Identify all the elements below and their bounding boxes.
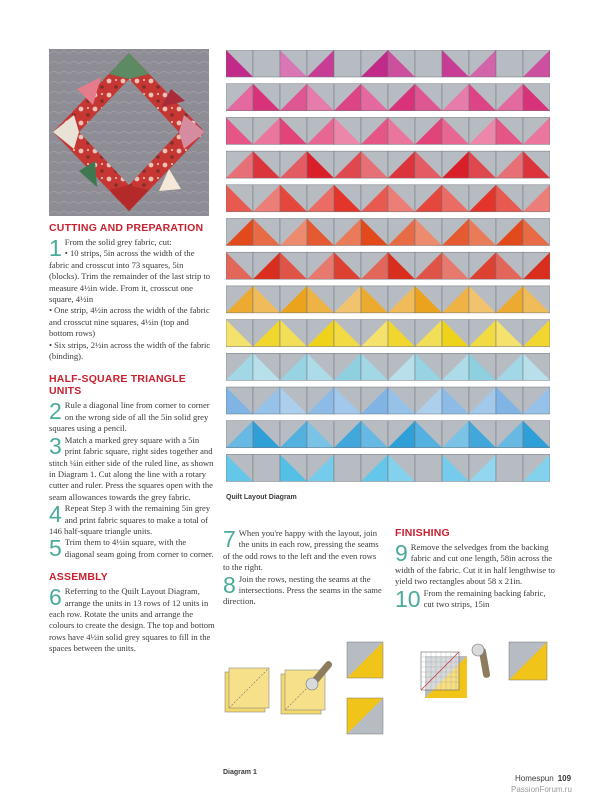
quilt-unit xyxy=(307,84,334,111)
quilt-unit xyxy=(496,320,523,347)
quilt-unit xyxy=(442,286,469,313)
step-number: 3 xyxy=(49,432,62,459)
quilt-unit xyxy=(334,320,361,347)
quilt-unit xyxy=(361,320,388,347)
quilt-unit xyxy=(334,252,361,279)
quilt-unit xyxy=(496,387,523,414)
quilt-unit xyxy=(361,84,388,111)
quilt-unit xyxy=(334,387,361,414)
step-text: Referring to the Quilt Layout Diagram, arrange the units in 13 rows of 12 units in each row. Rotate the units and arrange the colours to create the design. The top and bottom rows have 4½in solid grey squares to fill in the spaces between the units. xyxy=(49,586,215,654)
quilt-unit xyxy=(226,454,253,481)
diagram-1-caption: Diagram 1 xyxy=(223,769,257,776)
quilt-unit xyxy=(280,320,307,347)
quilt-unit xyxy=(253,320,280,347)
watermark: PassionForum.ru xyxy=(511,785,572,794)
quilt-unit xyxy=(415,219,442,246)
quilt-unit xyxy=(388,219,415,246)
quilt-unit xyxy=(523,387,550,414)
step-5 xyxy=(49,537,215,560)
step-3 xyxy=(49,432,215,503)
quilt-unit xyxy=(388,117,415,144)
quilt-unit xyxy=(334,117,361,144)
quilt-unit xyxy=(469,84,496,111)
quilt-unit xyxy=(280,286,307,313)
quilt-unit xyxy=(442,151,469,178)
quilt-unit xyxy=(361,252,388,279)
quilt-unit xyxy=(226,117,253,144)
quilt-unit xyxy=(307,286,334,313)
cutting-squares xyxy=(281,660,333,714)
quilt-unit xyxy=(307,117,334,144)
hst-units xyxy=(347,642,383,734)
quilt-unit xyxy=(334,219,361,246)
quilt-unit xyxy=(442,84,469,111)
quilt-layout-diagram xyxy=(226,50,550,488)
quilt-unit xyxy=(253,50,280,77)
quilt-unit xyxy=(523,219,550,246)
diagram-1-illustration xyxy=(223,638,553,756)
step-number: 7 xyxy=(223,526,236,552)
quilt-unit xyxy=(442,50,469,77)
quilt-unit xyxy=(523,117,550,144)
step-4 xyxy=(49,503,215,537)
quilt-unit xyxy=(442,117,469,144)
quilt-unit xyxy=(226,320,253,347)
quilt-unit xyxy=(253,286,280,313)
quilt-unit xyxy=(442,454,469,481)
quilt-unit xyxy=(442,353,469,380)
quilt-unit xyxy=(469,320,496,347)
quilt-unit xyxy=(280,185,307,212)
quilt-unit xyxy=(388,353,415,380)
quilt-unit xyxy=(388,252,415,279)
bullet-item: • 10 strips, 5in across the width of the fabric and crosscut into 73 squares, 5in (blocks). Trim the remainder of the last strip to measure 4½in wide. From it, crosscut one square, 4½in xyxy=(49,248,211,305)
quilt-unit xyxy=(307,185,334,212)
quilt-unit xyxy=(415,320,442,347)
quilt-unit xyxy=(226,353,253,380)
quilt-unit xyxy=(226,151,253,178)
quilt-unit xyxy=(253,252,280,279)
quilt-unit xyxy=(334,50,361,77)
quilt-unit xyxy=(361,421,388,448)
quilt-unit xyxy=(307,50,334,77)
step-number: 8 xyxy=(223,571,236,598)
step-text: From the solid grey fabric, cut: xyxy=(64,237,172,247)
step-text: Join the rows, nesting the seams at the intersections. Press the seams in the same direction. xyxy=(223,573,382,607)
quilt-unit xyxy=(469,151,496,178)
quilt-unit xyxy=(280,252,307,279)
quilt-unit xyxy=(361,185,388,212)
quilt-unit xyxy=(523,84,550,111)
quilt-unit xyxy=(469,219,496,246)
quilt-unit xyxy=(226,219,253,246)
step-text: Match a marked grey square with a 5in print fabric square, right sides together and stitch ¼in either side of the ruled line, as shown in Diagram 1. Cut along the line with a rotary cutter and ruler. Press the squares open with the seam allowances towards the grey fabric. xyxy=(49,434,214,502)
quilt-unit xyxy=(334,286,361,313)
quilt-unit xyxy=(469,454,496,481)
step-text: From the remaining backing fabric, cut two strips, 15in xyxy=(423,587,546,610)
quilt-unit xyxy=(226,387,253,414)
quilt-unit xyxy=(388,421,415,448)
quilt-unit xyxy=(523,185,550,212)
quilt-unit xyxy=(523,353,550,380)
quilt-unit xyxy=(523,421,550,448)
quilt-unit xyxy=(280,50,307,77)
quilt-unit xyxy=(415,421,442,448)
quilt-unit xyxy=(226,185,253,212)
quilt-unit xyxy=(334,84,361,111)
heading-cutting: CUTTING AND PREPARATION xyxy=(49,222,204,234)
quilt-unit xyxy=(496,421,523,448)
step-number: 4 xyxy=(49,501,62,528)
quilt-unit xyxy=(415,252,442,279)
page-footer xyxy=(515,774,571,783)
quilt-unit xyxy=(253,117,280,144)
quilt-unit xyxy=(496,286,523,313)
quilt-unit xyxy=(361,219,388,246)
quilt-unit xyxy=(226,50,253,77)
quilt-unit xyxy=(388,151,415,178)
quilt-unit xyxy=(415,50,442,77)
quilt-unit xyxy=(307,151,334,178)
quilt-unit xyxy=(415,185,442,212)
heading-finishing: FINISHING xyxy=(395,527,450,539)
quilt-unit xyxy=(307,454,334,481)
rotary-cutter-icon xyxy=(472,644,491,678)
quilt-unit xyxy=(226,252,253,279)
step-6 xyxy=(49,586,215,654)
page-number: 109 xyxy=(557,774,572,783)
quilt-unit xyxy=(388,84,415,111)
quilt-unit xyxy=(253,454,280,481)
quilt-unit xyxy=(280,421,307,448)
quilt-unit xyxy=(496,353,523,380)
quilt-unit xyxy=(280,117,307,144)
quilt-unit xyxy=(253,84,280,111)
quilt-unit xyxy=(442,387,469,414)
quilt-unit xyxy=(496,185,523,212)
quilt-unit xyxy=(280,454,307,481)
quilt-unit xyxy=(280,151,307,178)
step-text: Repeat Step 3 with the remaining 5in grey and print fabric squares to make a total of 146 half-square triangle units. xyxy=(49,503,211,536)
quilt-unit xyxy=(469,252,496,279)
quilt-unit xyxy=(469,185,496,212)
quilt-unit xyxy=(415,286,442,313)
quilt-unit xyxy=(307,421,334,448)
step-text: Remove the selvedges from the backing fabric and cut one length, 58in across the width of the fabric. Cut it in half lengthwise to yield two rectangles about 58 x 21in. xyxy=(395,542,555,587)
quilt-unit xyxy=(388,185,415,212)
quilt-unit xyxy=(523,50,550,77)
quilt-unit xyxy=(469,421,496,448)
step-10 xyxy=(395,585,555,612)
quilt-unit xyxy=(253,185,280,212)
quilt-unit xyxy=(226,84,253,111)
quilt-unit xyxy=(442,219,469,246)
stacked-squares xyxy=(225,668,269,712)
quilt-unit xyxy=(253,387,280,414)
step-number: 10 xyxy=(395,585,421,612)
quilt-unit xyxy=(361,50,388,77)
quilt-unit xyxy=(226,286,253,313)
quilt-unit xyxy=(388,286,415,313)
quilt-unit xyxy=(496,252,523,279)
quilt-unit xyxy=(415,151,442,178)
quilt-layout-caption: Quilt Layout Diagram xyxy=(226,494,297,501)
quilt-unit xyxy=(388,454,415,481)
quilt-unit xyxy=(496,50,523,77)
quilt-unit xyxy=(523,252,550,279)
quilt-unit xyxy=(523,320,550,347)
quilt-unit xyxy=(334,151,361,178)
quilt-unit xyxy=(442,320,469,347)
quilt-unit xyxy=(307,387,334,414)
quilt-unit xyxy=(307,353,334,380)
quilt-unit xyxy=(361,387,388,414)
quilt-unit xyxy=(415,117,442,144)
heading-assembly: ASSEMBLY xyxy=(49,571,108,584)
quilt-unit xyxy=(361,353,388,380)
quilt-unit xyxy=(388,387,415,414)
quilt-unit xyxy=(280,219,307,246)
quilt-unit xyxy=(307,252,334,279)
step-1 xyxy=(49,237,215,362)
quilt-unit xyxy=(280,353,307,380)
quilt-unit xyxy=(469,50,496,77)
quilt-unit xyxy=(496,117,523,144)
trim-with-ruler xyxy=(421,644,491,698)
quilt-unit xyxy=(334,454,361,481)
quilt-unit xyxy=(415,454,442,481)
step-9 xyxy=(395,542,555,588)
bullet-item: • One strip, 4½in across the width of the fabric and crosscut nine squares, 4½in (top and bottom rows) xyxy=(49,305,210,339)
quilt-unit xyxy=(334,353,361,380)
quilt-unit xyxy=(415,387,442,414)
step-2 xyxy=(49,400,215,434)
quilt-unit xyxy=(253,421,280,448)
quilt-unit xyxy=(523,151,550,178)
quilt-unit xyxy=(253,219,280,246)
finished-hst-unit xyxy=(509,642,547,680)
quilt-unit xyxy=(307,320,334,347)
quilt-unit xyxy=(388,320,415,347)
quilt-unit xyxy=(280,84,307,111)
quilt-unit xyxy=(361,454,388,481)
quilt-unit xyxy=(496,84,523,111)
quilt-unit xyxy=(496,219,523,246)
quilt-unit xyxy=(442,185,469,212)
quilt-unit xyxy=(469,117,496,144)
step-8 xyxy=(223,571,383,608)
quilt-unit xyxy=(361,286,388,313)
quilt-unit xyxy=(253,353,280,380)
quilt-unit xyxy=(415,353,442,380)
step-number: 6 xyxy=(49,584,62,611)
quilt-unit xyxy=(523,454,550,481)
step-text: Trim them to 4½in square, with the diagonal seam going from corner to corner. xyxy=(64,537,214,559)
magazine-name: Homespun xyxy=(515,774,554,783)
step-number: 9 xyxy=(395,540,408,566)
step-number: 5 xyxy=(49,535,62,562)
quilt-unit xyxy=(280,387,307,414)
step-number: 2 xyxy=(49,398,62,425)
step-text: Rule a diagonal line from corner to corner on the wrong side of all the 5in solid grey squares using a pencil. xyxy=(49,400,210,434)
step-7 xyxy=(223,528,383,574)
quilt-unit xyxy=(496,454,523,481)
quilt-unit xyxy=(307,219,334,246)
step-text: When you're happy with the layout, join the units in each row, pressing the seams of the odd rows to the left and the even rows to the right. xyxy=(223,528,379,573)
heading-hst: HALF-SQUARE TRIANGLE UNITS xyxy=(49,373,186,398)
quilt-unit xyxy=(469,387,496,414)
quilt-unit xyxy=(334,421,361,448)
quilt-unit xyxy=(442,252,469,279)
quilt-unit xyxy=(253,151,280,178)
quilt-unit xyxy=(469,353,496,380)
quilt-unit xyxy=(496,151,523,178)
quilt-photo xyxy=(49,49,209,216)
quilt-unit xyxy=(361,117,388,144)
quilt-unit xyxy=(334,185,361,212)
bullet-item: • Six strips, 2½in across the width of the fabric (binding). xyxy=(49,339,211,362)
quilt-unit xyxy=(442,421,469,448)
quilt-unit xyxy=(388,50,415,77)
quilt-unit xyxy=(415,84,442,111)
quilt-unit xyxy=(361,151,388,178)
quilt-unit xyxy=(523,286,550,313)
quilt-unit xyxy=(226,421,253,448)
step-number: 1 xyxy=(49,235,62,261)
quilt-unit xyxy=(469,286,496,313)
